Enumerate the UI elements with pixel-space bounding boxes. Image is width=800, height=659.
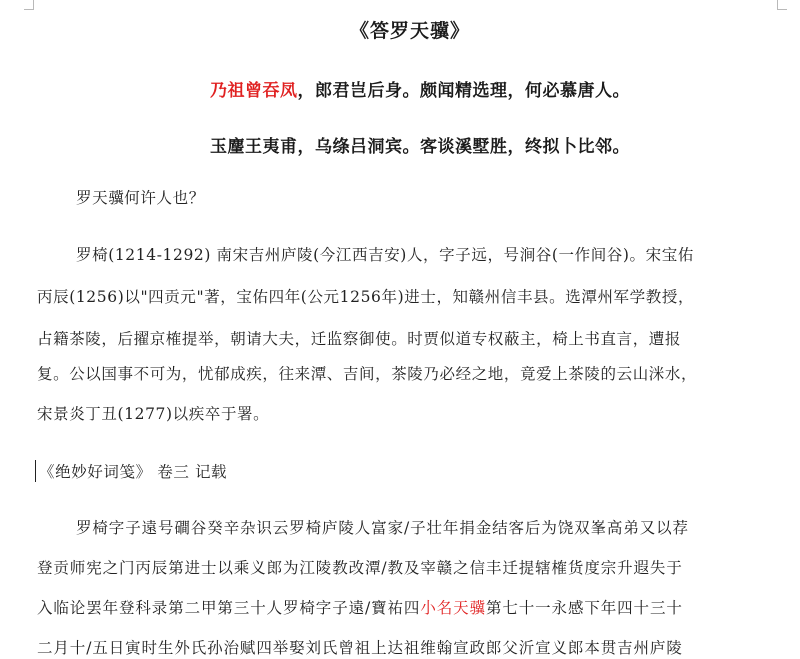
question-paragraph: 罗天骥何许人也？	[76, 189, 205, 207]
source-line-1: 罗椅字子遠号磵谷癸辛杂识云罗椅庐陵人富家/子壮年捐金结客后为饶双峯高弟又以荐	[76, 519, 689, 537]
bio-line-3: 占籍茶陵，后擢京榷提举，朝请大夫，迁监察御使。时贾似道专权蔽主，椅上书直言，遭报	[37, 330, 682, 348]
page-corner-mark-left	[24, 0, 34, 10]
poem-title: 《答罗天骥》	[349, 20, 470, 42]
highlighted-phrase: 乃祖曾吞凤	[210, 81, 298, 101]
source-line-3	[37, 596, 683, 618]
poem-line-1	[0, 76, 800, 101]
source-line-4: 二月十/五日寅时生外氏孙治赋四举娶刘氏曾祖上达祖维翰宣政郎父沂宣义郎本贯吉州庐陵	[37, 639, 683, 657]
page-corner-mark-right	[777, 0, 787, 10]
bio-line-4: 复。公以国事不可为，忧郁成疾，往来潭、吉间，茶陵乃必经之地，竟爱上茶陵的云山洣水，	[37, 365, 698, 383]
source-line-2: 登贡师宪之门丙辰第进士以乘义郎为江陵教改潭/教及宰赣之信丰迁提辖榷货度宗升遐失于	[37, 559, 683, 577]
bio-line-5: 宋景炎丁丑(1277)以疾卒于署。	[37, 405, 270, 423]
bio-line-2: 丙辰(1256)以"四贡元"著，宝佑四年(公元1256年)进士，知赣州信丰县。选潭州军学教授，	[37, 288, 695, 306]
poem-line-2: 玉麈王夷甫，乌绦吕洞宾。客谈溪墅胜，终拟卜比邻。	[210, 137, 630, 157]
source-line-3-end: 第七十一永感下年四十三十	[485, 599, 683, 617]
poem-line-1-rest: ，郎君岂后身。颇闻精选理，何必慕唐人。	[297, 81, 630, 101]
source-line-3-start: 入临论罢年登科录第二甲第三十人罗椅字子遠/寶祐四	[37, 599, 421, 617]
highlighted-name: 小名天骥	[420, 599, 486, 617]
citation-heading: 《绝妙好词笺》 卷三 记载	[35, 460, 227, 482]
bio-line-1: 罗椅(1214-1292) 南宋吉州庐陵(今江西吉安)人，字子远，号涧谷(一作间谷)。宋宝佑	[76, 246, 694, 264]
